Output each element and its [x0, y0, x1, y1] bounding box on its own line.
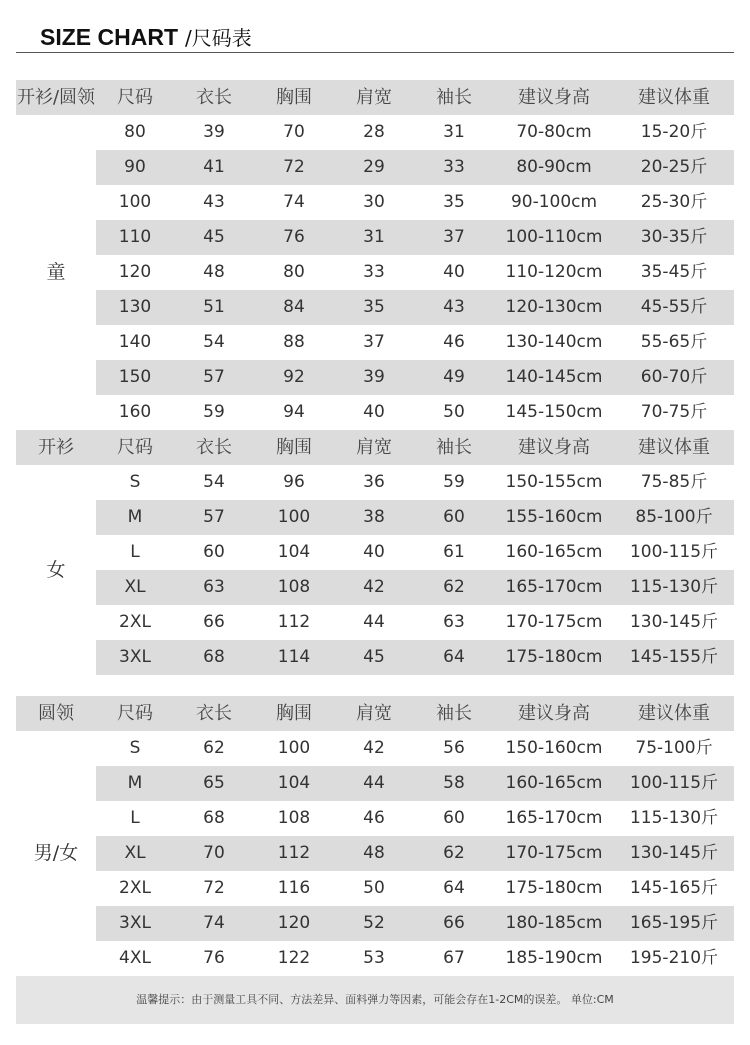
- column-header: 开衫/圆领: [16, 87, 96, 108]
- table-cell: 59: [203, 402, 225, 422]
- table-cell: 140-145cm: [505, 367, 603, 387]
- size-table-kids: [16, 80, 734, 430]
- table-cell: 36: [363, 472, 385, 492]
- table-cell: 108: [277, 577, 311, 597]
- table-row: [16, 185, 734, 220]
- table-row: [16, 115, 734, 150]
- column-header: 肩宽: [356, 87, 392, 108]
- column-header: 袖长: [436, 87, 472, 108]
- table-row: [16, 465, 734, 500]
- table-row: [16, 640, 734, 675]
- table-cell: 70-75斤: [640, 402, 708, 422]
- table-cell: 88: [283, 332, 305, 352]
- table-cell: 90: [124, 157, 146, 177]
- table-row: [16, 801, 734, 836]
- table-cell: 39: [203, 122, 225, 142]
- table-cell: 92: [283, 367, 305, 387]
- table-cell: 185-190cm: [505, 948, 603, 968]
- table-cell: 28: [363, 122, 385, 142]
- column-header: 胸围: [276, 703, 312, 724]
- table-cell: 76: [203, 948, 225, 968]
- table-row: [16, 766, 734, 801]
- table-cell: 45: [203, 227, 225, 247]
- table-cell: 75-100斤: [635, 738, 713, 758]
- table-cell: 100-110cm: [505, 227, 603, 247]
- table-cell: 4XL: [119, 948, 151, 968]
- table-cell: 76: [283, 227, 305, 247]
- table-cell: 165-195斤: [629, 913, 719, 933]
- title-chinese: /尺码表: [185, 26, 252, 50]
- table-cell: 40: [363, 542, 385, 562]
- table-cell: 35-45斤: [640, 262, 708, 282]
- table-cell: 41: [203, 157, 225, 177]
- table-cell: 114: [277, 647, 311, 667]
- table-row: [16, 906, 734, 941]
- table-cell: 59: [443, 472, 465, 492]
- table-cell: 37: [363, 332, 385, 352]
- table-cell: 130-145斤: [629, 612, 719, 632]
- table-cell: 130-145斤: [629, 843, 719, 863]
- table-cell: 45-55斤: [640, 297, 708, 317]
- table-cell: 42: [363, 738, 385, 758]
- table-cell: 3XL: [119, 647, 151, 667]
- table-cell: 54: [203, 332, 225, 352]
- table-row: [16, 360, 734, 395]
- table-cell: 58: [443, 773, 465, 793]
- table-cell: 110-120cm: [505, 262, 603, 282]
- table-cell: 66: [203, 612, 225, 632]
- table-cell: 96: [283, 472, 305, 492]
- table-cell: 80-90cm: [516, 157, 592, 177]
- table-cell: 74: [283, 192, 305, 212]
- column-header: 衣长: [196, 703, 232, 724]
- table-cell: 80: [283, 262, 305, 282]
- table-cell: 2XL: [119, 878, 151, 898]
- table-cell: 160-165cm: [505, 773, 603, 793]
- table-cell: 74: [203, 913, 225, 933]
- table-cell: 31: [363, 227, 385, 247]
- table-cell: 54: [203, 472, 225, 492]
- table-cell: 64: [443, 647, 465, 667]
- table-cell: 64: [443, 878, 465, 898]
- table-cell: 42: [363, 577, 385, 597]
- table-cell: 68: [203, 808, 225, 828]
- table-cell: 70: [203, 843, 225, 863]
- table-cell: 62: [443, 843, 465, 863]
- group-label: 男/女: [33, 842, 79, 864]
- column-header: 建议体重: [638, 87, 710, 108]
- table-header-row: [16, 430, 734, 465]
- table-cell: 3XL: [119, 913, 151, 933]
- table-cell: 94: [283, 402, 305, 422]
- table-cell: 51: [203, 297, 225, 317]
- table-cell: 57: [203, 367, 225, 387]
- table-cell: 84: [283, 297, 305, 317]
- group-label: 童: [46, 261, 66, 283]
- table-cell: 100: [277, 738, 311, 758]
- column-header: 胸围: [276, 87, 312, 108]
- column-header: 衣长: [196, 87, 232, 108]
- column-header: 袖长: [436, 703, 472, 724]
- column-header: 肩宽: [356, 437, 392, 458]
- table-cell: 43: [203, 192, 225, 212]
- column-header: 尺码: [117, 703, 153, 724]
- table-cell: 48: [363, 843, 385, 863]
- size-table-unisex: [16, 696, 734, 976]
- table-row: [16, 731, 734, 766]
- measurement-note: 温馨提示：由于测量工具不同、方法差异、面料弹力等因素，可能会存在1-2CM的误差。 单位:CM: [16, 976, 734, 1024]
- table-cell: 115-130斤: [629, 577, 719, 597]
- column-header: 建议体重: [638, 703, 710, 724]
- table-cell: 61: [443, 542, 465, 562]
- table-row: [16, 220, 734, 255]
- table-row: [16, 255, 734, 290]
- table-cell: 175-180cm: [505, 647, 603, 667]
- table-cell: L: [130, 808, 140, 828]
- table-cell: 72: [203, 878, 225, 898]
- table-cell: M: [127, 507, 143, 527]
- table-cell: 49: [443, 367, 465, 387]
- table-cell: 62: [203, 738, 225, 758]
- column-header: 圆领: [38, 703, 74, 724]
- table-cell: 100-115斤: [629, 542, 719, 562]
- table-cell: 140: [118, 332, 152, 352]
- table-cell: 63: [443, 612, 465, 632]
- table-cell: 115-130斤: [629, 808, 719, 828]
- table-cell: 170-175cm: [505, 843, 603, 863]
- table-cell: M: [127, 773, 143, 793]
- table-cell: 43: [443, 297, 465, 317]
- table-cell: 104: [277, 542, 311, 562]
- table-cell: 33: [443, 157, 465, 177]
- table-cell: 100-115斤: [629, 773, 719, 793]
- table-cell: 40: [363, 402, 385, 422]
- table-cell: S: [129, 738, 141, 758]
- size-table-women: [16, 430, 734, 675]
- table-cell: 155-160cm: [505, 507, 603, 527]
- table-cell: 39: [363, 367, 385, 387]
- title-english: SIZE CHART: [40, 24, 178, 50]
- column-header: 建议体重: [638, 437, 710, 458]
- table-cell: 108: [277, 808, 311, 828]
- table-cell: 70: [283, 122, 305, 142]
- title-divider: [16, 52, 734, 53]
- table-cell: 35: [443, 192, 465, 212]
- table-cell: 122: [277, 948, 311, 968]
- group-label: 女: [46, 559, 66, 581]
- table-cell: 85-100斤: [635, 507, 713, 527]
- table-row: [16, 500, 734, 535]
- table-cell: 100: [277, 507, 311, 527]
- table-row: [16, 941, 734, 976]
- table-cell: 62: [443, 577, 465, 597]
- table-cell: 160: [118, 402, 152, 422]
- table-cell: 30: [363, 192, 385, 212]
- table-cell: 120: [118, 262, 152, 282]
- table-cell: 165-170cm: [505, 577, 603, 597]
- table-cell: 175-180cm: [505, 878, 603, 898]
- table-cell: 180-185cm: [505, 913, 603, 933]
- table-cell: 75-85斤: [640, 472, 708, 492]
- table-cell: S: [129, 472, 141, 492]
- table-cell: 160-165cm: [505, 542, 603, 562]
- table-cell: 65: [203, 773, 225, 793]
- table-cell: 130: [118, 297, 152, 317]
- table-cell: 150: [118, 367, 152, 387]
- table-cell: 120: [277, 913, 311, 933]
- table-cell: 116: [277, 878, 311, 898]
- table-cell: 104: [277, 773, 311, 793]
- column-header: 建议身高: [518, 703, 590, 724]
- table-row: [16, 570, 734, 605]
- table-row: [16, 150, 734, 185]
- table-cell: 38: [363, 507, 385, 527]
- table-cell: 66: [443, 913, 465, 933]
- table-row: [16, 395, 734, 430]
- table-cell: 20-25斤: [640, 157, 708, 177]
- table-cell: 57: [203, 507, 225, 527]
- table-cell: 55-65斤: [640, 332, 708, 352]
- table-cell: 40: [443, 262, 465, 282]
- table-cell: 60: [443, 808, 465, 828]
- table-cell: 33: [363, 262, 385, 282]
- table-cell: 53: [363, 948, 385, 968]
- table-cell: 46: [443, 332, 465, 352]
- table-cell: 100: [118, 192, 152, 212]
- table-cell: 112: [277, 843, 311, 863]
- column-header: 肩宽: [356, 703, 392, 724]
- table-cell: 50: [363, 878, 385, 898]
- table-cell: 165-170cm: [505, 808, 603, 828]
- table-cell: 72: [283, 157, 305, 177]
- table-cell: 145-155斤: [629, 647, 719, 667]
- table-cell: 60: [443, 507, 465, 527]
- column-header: 建议身高: [518, 87, 590, 108]
- table-cell: 110: [118, 227, 152, 247]
- table-cell: 52: [363, 913, 385, 933]
- table-cell: 45: [363, 647, 385, 667]
- table-cell: 145-165斤: [629, 878, 719, 898]
- table-cell: 35: [363, 297, 385, 317]
- table-cell: 150-160cm: [505, 738, 603, 758]
- table-cell: L: [130, 542, 140, 562]
- table-cell: 67: [443, 948, 465, 968]
- column-header: 开衫: [38, 437, 74, 458]
- table-cell: XL: [124, 577, 146, 597]
- column-header: 衣长: [196, 437, 232, 458]
- table-cell: 60: [203, 542, 225, 562]
- table-cell: 90-100cm: [510, 192, 598, 212]
- table-cell: 63: [203, 577, 225, 597]
- table-cell: 48: [203, 262, 225, 282]
- column-header: 胸围: [276, 437, 312, 458]
- table-row: [16, 871, 734, 906]
- table-cell: 46: [363, 808, 385, 828]
- table-cell: 170-175cm: [505, 612, 603, 632]
- table-cell: 15-20斤: [640, 122, 708, 142]
- table-cell: 37: [443, 227, 465, 247]
- column-header: 尺码: [117, 87, 153, 108]
- column-header: 袖长: [436, 437, 472, 458]
- table-cell: 2XL: [119, 612, 151, 632]
- table-cell: 44: [363, 612, 385, 632]
- table-cell: 145-150cm: [505, 402, 603, 422]
- table-cell: 31: [443, 122, 465, 142]
- table-row: [16, 836, 734, 871]
- column-header: 建议身高: [518, 437, 590, 458]
- table-cell: 112: [277, 612, 311, 632]
- table-cell: 150-155cm: [505, 472, 603, 492]
- table-cell: 80: [124, 122, 146, 142]
- table-row: [16, 605, 734, 640]
- table-header-row: [16, 696, 734, 731]
- table-cell: 130-140cm: [505, 332, 603, 352]
- table-row: [16, 535, 734, 570]
- table-cell: XL: [124, 843, 146, 863]
- table-cell: 30-35斤: [640, 227, 708, 247]
- column-header: 尺码: [117, 437, 153, 458]
- table-cell: 44: [363, 773, 385, 793]
- table-cell: 70-80cm: [516, 122, 592, 142]
- table-cell: 29: [363, 157, 385, 177]
- table-row: [16, 290, 734, 325]
- table-header-row: [16, 80, 734, 115]
- table-cell: 195-210斤: [629, 948, 719, 968]
- table-cell: 68: [203, 647, 225, 667]
- table-cell: 60-70斤: [640, 367, 708, 387]
- table-cell: 50: [443, 402, 465, 422]
- page-title: [40, 22, 252, 52]
- table-cell: 56: [443, 738, 465, 758]
- table-row: [16, 325, 734, 360]
- table-cell: 25-30斤: [640, 192, 708, 212]
- table-cell: 120-130cm: [505, 297, 603, 317]
